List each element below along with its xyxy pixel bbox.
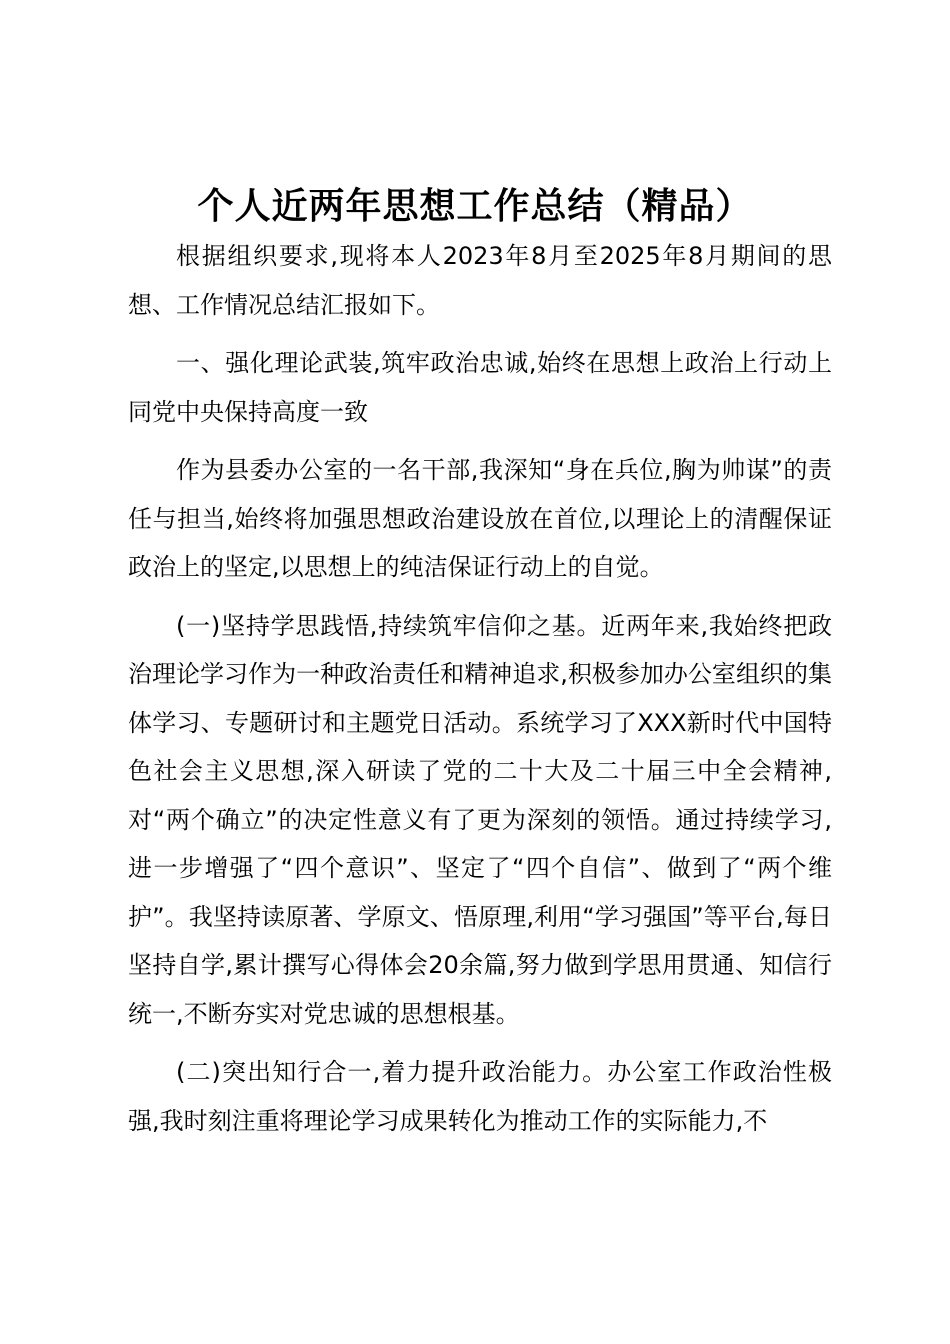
- subsection-paragraph-2: (二)突出知行合一,着力提升政治能力。办公室工作政治性极强,我时刻注重将理论学习成果转化为推动工作的实际能力,不: [128, 1058, 832, 1135]
- section-heading: 一、强化理论武装,筑牢政治忠诚,始终在思想上政治上行动上同党中央保持高度一致: [128, 349, 832, 426]
- document-title: 个人近两年思想工作总结（精品）: [197, 185, 753, 227]
- body-paragraph: 作为县委办公室的一名干部,我深知“身在兵位,胸为帅谋”的责任与担当,始终将加强思想政治建设放在首位,以理论上的清醒保证政治上的坚定,以思想上的纯洁保证行动上的自觉。: [128, 456, 832, 581]
- subsection-paragraph-1: (一)坚持学思践悟,持续筑牢信仰之基。近两年来,我始终把政治理论学习作为一种政治责任和精神追求,积极参加办公室组织的集体学习、专题研讨和主题党日活动。系统学习了XXX新时代中国特色社会主义思想,深入研读了党的二十大及二十届三中全会精神,对“两个确立”的决定性意义有了更为深刻的领悟。通过持续学习,进一步增强了“四个意识”、坚定了“四个自信”、做到了“两个维护”。我坚持读原著、学原文、悟原理,利用“学习强国”等平台,每日坚持自学,累计撰写心得体会20余篇,努力做到学思用贯通、知信行统一,不断夯实对党忠诚的思想根基。: [128, 611, 832, 1028]
- document-body: [128, 232, 832, 1155]
- intro-paragraph: 根据组织要求,现将本人2023年8月至2025年8月期间的思想、工作情况总结汇报如下。: [128, 242, 832, 319]
